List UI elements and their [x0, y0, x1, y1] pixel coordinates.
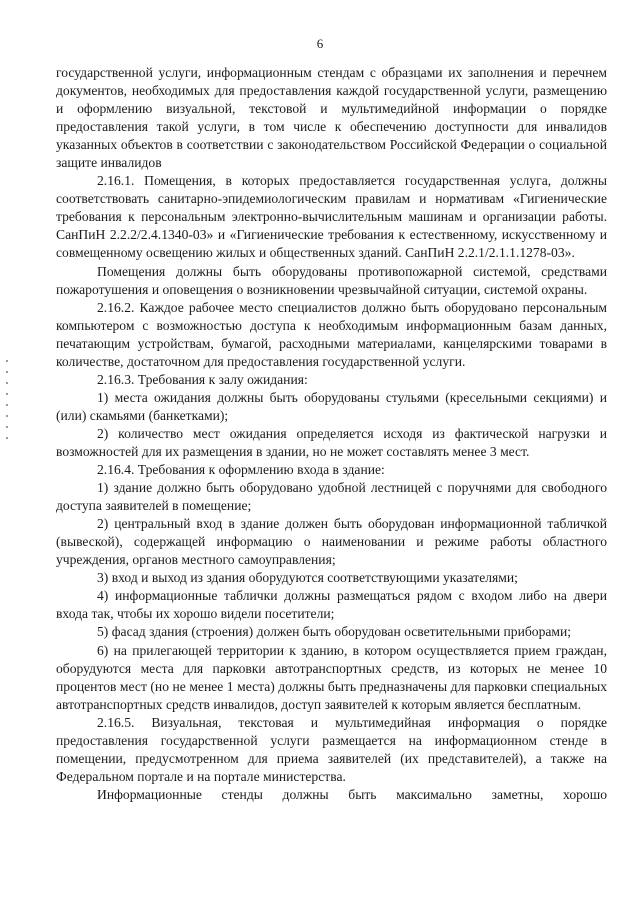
paragraph-continuation: государственной услуги, информационным стендам с образцами их заполнения и перечнем документов, необходимых для предоставления каждой государственной услуги, размещению и оформлению визуальной, текстовой и мультимедийной информации о порядке предоставления такой услуги, в том числе к обеспечению доступности для инвалидов указанных объектов в соответствии с законодательством Российской Федерации о социальной защите инвалидов — [56, 65, 607, 171]
scan-dot — [6, 415, 8, 417]
scan-dot — [6, 371, 8, 373]
list-item-entrance-2: 2) центральный вход в здание должен быть оборудован информационной табличкой (вывеской), содержащей информацию о наименовании и режиме работы областного учреждения, органов местного самоуправления; — [56, 516, 607, 568]
scan-dot — [6, 437, 8, 439]
list-item-entrance-6: 6) на прилегающей территории к зданию, в котором осуществляется прием граждан, оборудуются места для парковки автотранспортных средств, из которых не менее 10 процентов мест (но не менее 1 места) должны быть предназначены для парковки специальных автотранспортных средств инвалидов, доступ заявителей к которым является бесплатным. — [56, 642, 607, 712]
margin-scan-marks — [6, 360, 10, 500]
list-item-entrance-4: 4) информационные таблички должны размещаться рядом с входом либо на двери входа так, чтобы их хорошо видели посетители; — [56, 588, 607, 622]
scan-dot — [6, 382, 8, 384]
list-item-entrance-1: 1) здание должно быть оборудовано удобной лестницей с поручнями для свободного доступа заявителей в помещение; — [56, 480, 607, 514]
list-item-entrance-5: 5) фасад здания (строения) должен быть оборудован осветительными приборами; — [97, 624, 572, 640]
list-item-waiting-1: 1) места ожидания должны быть оборудованы стульями (кресельными секциями) и (или) скамьями (банкетками); — [56, 389, 607, 423]
list-item-entrance-3: 3) вход и выход из здания оборудуются соответствующими указателями; — [97, 570, 518, 586]
scan-dot — [6, 426, 8, 428]
document-body — [56, 64, 607, 804]
paragraph-2-16-2: 2.16.2. Каждое рабочее место специалистов должно быть оборудовано персональным компьютером с возможностью доступа к необходимым информационным базам данных, печатающим устройствам, бумагой, расходными материалами, канцелярскими товарами в количестве, достаточном для предоставления государственной услуги. — [56, 299, 607, 369]
paragraph-info-stands: Информационные стенды должны быть максимально заметны, хорошо — [97, 786, 607, 802]
paragraph-2-16-5: 2.16.5. Визуальная, текстовая и мультимедийная информация о порядке предоставления государственной услуги размещается на информационном стенде в помещении, предусмотренном для приема заявителей (их представителей), а также на Федеральном портале и на портале министерства. — [56, 714, 607, 784]
page-number: 6 — [316, 36, 324, 51]
scan-dot — [6, 393, 8, 395]
list-item-waiting-2: 2) количество мест ожидания определяется исходя из фактической нагрузки и возможностей для их размещения в здании, но не может составлять менее 3 мест. — [56, 425, 607, 459]
scan-dot — [6, 360, 8, 362]
paragraph-fire-safety: Помещения должны быть оборудованы противопожарной системой, средствами пожаротушения и оповещения о возникновении чрезвычайной ситуации, системой охраны. — [56, 263, 607, 297]
paragraph-2-16-1: 2.16.1. Помещения, в которых предоставляется государственная услуга, должны соответствовать санитарно-эпидемиологическим правилам и нормативам «Гигиенические требования к персональным электронно-вычислительным машинам и организации работы. СанПиН 2.2.2/2.4.1340-03» и «Гигиенические требования к естественному, искусственному и совмещенному освещению жилых и общественных зданий. СанПиН 2.2.1/2.1.1.1278-03». — [56, 173, 607, 261]
scan-dot — [6, 404, 8, 406]
paragraph-2-16-4: 2.16.4. Требования к оформлению входа в здание: — [97, 462, 385, 478]
paragraph-2-16-3: 2.16.3. Требования к залу ожидания: — [97, 371, 308, 387]
